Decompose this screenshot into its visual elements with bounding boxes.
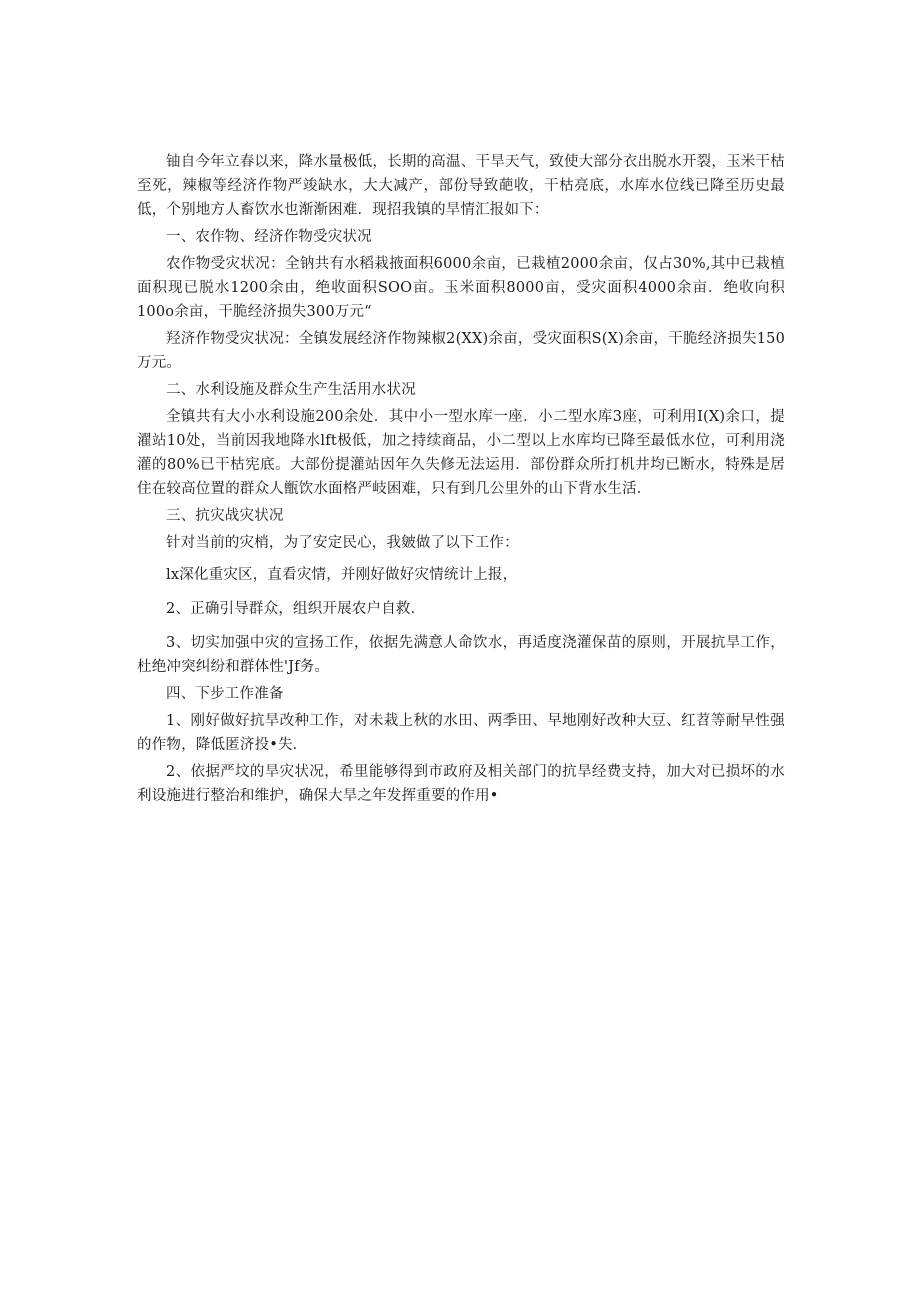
section1-heading: 一、农作物、经济作物受灾状况 (166, 229, 372, 245)
intro-paragraph: 铀自今年立春以来，降水量极低，长期的高温、干旱天气，致使大部分衣出脱水开裂，玉米干枯至死，辣椒等经济作物严竣缺水，大大减产，部份导致葩收，干枯亮底，水库水位线已降至历史最低，个别地方人畜饮水也渐渐困难．现招我镇的旱情汇报如下： (137, 154, 785, 218)
document-body (137, 150, 785, 808)
section4-heading: 四、下步工作准备 (166, 686, 284, 702)
section1-economic-paragraph: 羟济作物受灾状况：全镇发展经济作物辣椒2(XX)余亩，受灾面积S(X)余亩，干脆经济损失150万元。 (137, 331, 785, 371)
section2-paragraph: 全镇共有大小水利设施200余处．其中小一型水库一座．小二型水库3座，可利用I(X)余口，提濯站10处，当前因我地降水lft极低，加之持续商品，小二型以上水库均已降至最低水位，可利用浇灌的80%已干枯宪底。大部份提灌站因年久失修无法运用．部份群众所打机井均已断水，特殊是居住在较高位置的群众人甑饮水面格严岐困难，只有到几公里外的山下背水生活． (137, 409, 785, 497)
section4-item-2: 2、依据严坟的旱灾状况，希里能够得到市政府及相关部门的抗旱经费支持，加大对已损坏的水利设施进行整治和维护，确保大旱之年发挥重要的作用• (137, 764, 785, 804)
section3-item-3: 3、切实加强中灾的宣扬工作，依据先满意人命饮水，再适度浇灌保苗的原则，开展抗旱工作，杜绝冲突纠纷和群体性'Jf务。 (137, 635, 785, 675)
section3-intro-paragraph: 针对当前的灾梢，为了安定民心，我皴做了以下工作： (166, 535, 519, 551)
section3-item-1: lx深化重灾区，直看灾情，并刚好做好灾情统计上报， (166, 567, 518, 583)
section1-crops-paragraph: 农作物受灾状况：全钠共有水稻栽掖面积6000余亩，已栽植2000余亩，仅占30%,其中已栽植面积现已脱水1200余由，绝收面积SOO亩。玉米面积8000亩，受灾面积4000余亩．绝收向积100o余亩，干脆经济损失300万元“ (137, 256, 785, 320)
section4-item-1: 1、刚好做好抗旱改种工作，对未栽上秋的水田、两季田、早地刚好改种大豆、红苕等耐早性强的作物，降低匿济投•失． (137, 713, 785, 753)
section3-heading: 三、抗灾战灾状况 (166, 508, 284, 524)
section2-heading: 二、水利设施及群众生产生活用水状况 (166, 382, 416, 398)
section3-item-2: 2、正确引导群众，组织开展农户自救． (166, 601, 426, 617)
